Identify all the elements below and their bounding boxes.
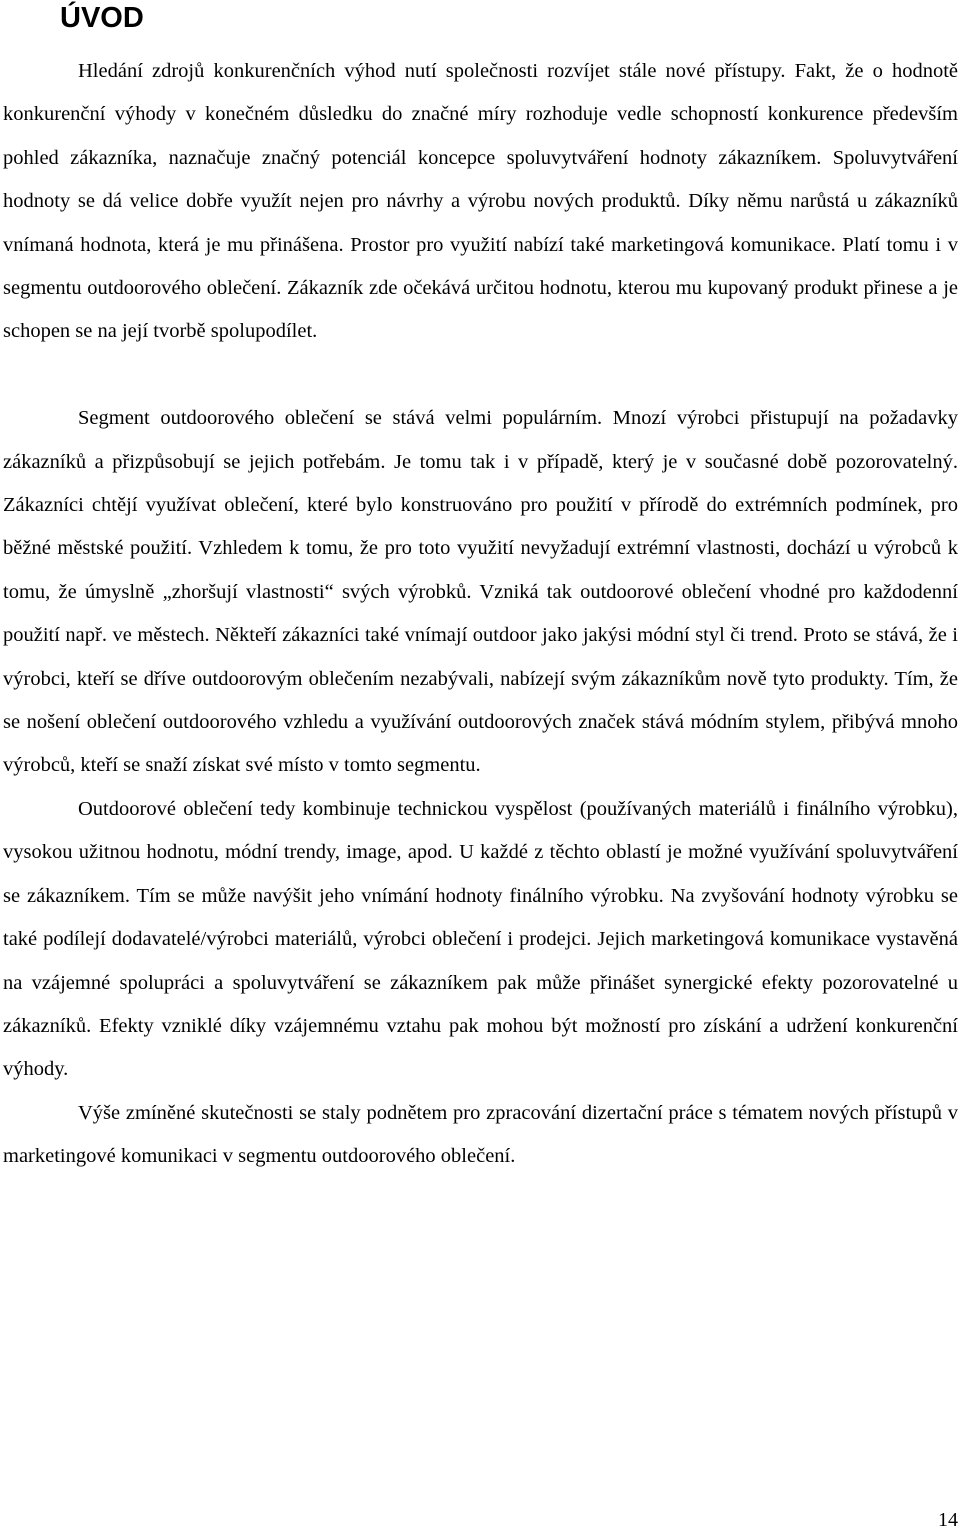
page-heading: ÚVOD	[60, 2, 144, 34]
paragraph-3: Outdoorové oblečení tedy kombinuje technickou vyspělost (používaných materiálů i finálního výrobku), vysokou užitnou hodnotu, módní trendy, image, apod. U každé z těchto oblastí je možné využívání spoluvytváření se zákazníkem. Tím se může navýšit jeho vnímání hodnoty finálního výrobku. Na zvyšování hodnoty výrobku se také podílejí dodavatelé/výrobci materiálů, výrobci oblečení i prodejci. Jejich marketingová komunikace vystavěná na vzájemné spolupráci a spoluvytváření se zákazníkem pak může přinášet synergické efekty pozorovatelné u zákazníků. Efekty vzniklé díky vzájemnému vztahu pak mohou být možností pro získání a udržení konkurenční výhody.	[3, 797, 958, 1081]
body-text	[3, 50, 958, 1179]
paragraph-2: Segment outdoorového oblečení se stává velmi populárním. Mnozí výrobci přistupují na požadavky zákazníků a přizpůsobují se jejich potřebám. Je tomu tak i v případě, který je v současné době pozorovatelný. Zákazníci chtějí využívat oblečení, které bylo konstruováno pro použití v přírodě do extrémních podmínek, pro běžné městské použití. Vzhledem k tomu, že pro toto využití nevyžadují extrémní vlastnosti, dochází u výrobců k tomu, že úmyslně „zhoršují vlastnosti“ svých výrobků. Vzniká tak outdoorové oblečení vhodné pro každodenní použití např. ve městech. Někteří zákazníci také vnímají outdoor jako jakýsi módní styl či trend. Proto se stává, že i výrobci, kteří se dříve outdoorovým oblečením nezabývali, nabízejí svým zákazníkům nově tyto produkty. Tím, že se nošení oblečení outdoorového vzhledu a využívání outdoorových značek stává módním stylem, přibývá mnoho výrobců, kteří se snaží získat své místo v tomto segmentu.	[3, 407, 958, 777]
page-number: 14	[938, 1509, 958, 1531]
paragraph-1: Hledání zdrojů konkurenčních výhod nutí společnosti rozvíjet stále nové přístupy. Fakt, že o hodnotě konkurenční výhody v konečném důsledku do značné míry rozhoduje vedle schopností konkurence především pohled zákazníka, naznačuje značný potenciál koncepce spoluvytváření hodnoty zákazníkem. Spoluvytváření hodnoty se dá velice dobře využít nejen pro návrhy a výrobu nových produktů. Díky němu narůstá u zákazníků vnímaná hodnota, která je mu přinášena. Prostor pro využití nabízí také marketingová komunikace. Platí tomu i v segmentu outdoorového oblečení. Zákazník zde očekává určitou hodnotu, kterou mu kupovaný produkt přinese a je schopen se na její tvorbě spolupodílet.	[3, 60, 958, 343]
paragraph-4: Výše zmíněné skutečnosti se staly podnětem pro zpracování dizertační práce s tématem nových přístupů v marketingové komunikaci v segmentu outdoorového oblečení.	[3, 1101, 958, 1168]
